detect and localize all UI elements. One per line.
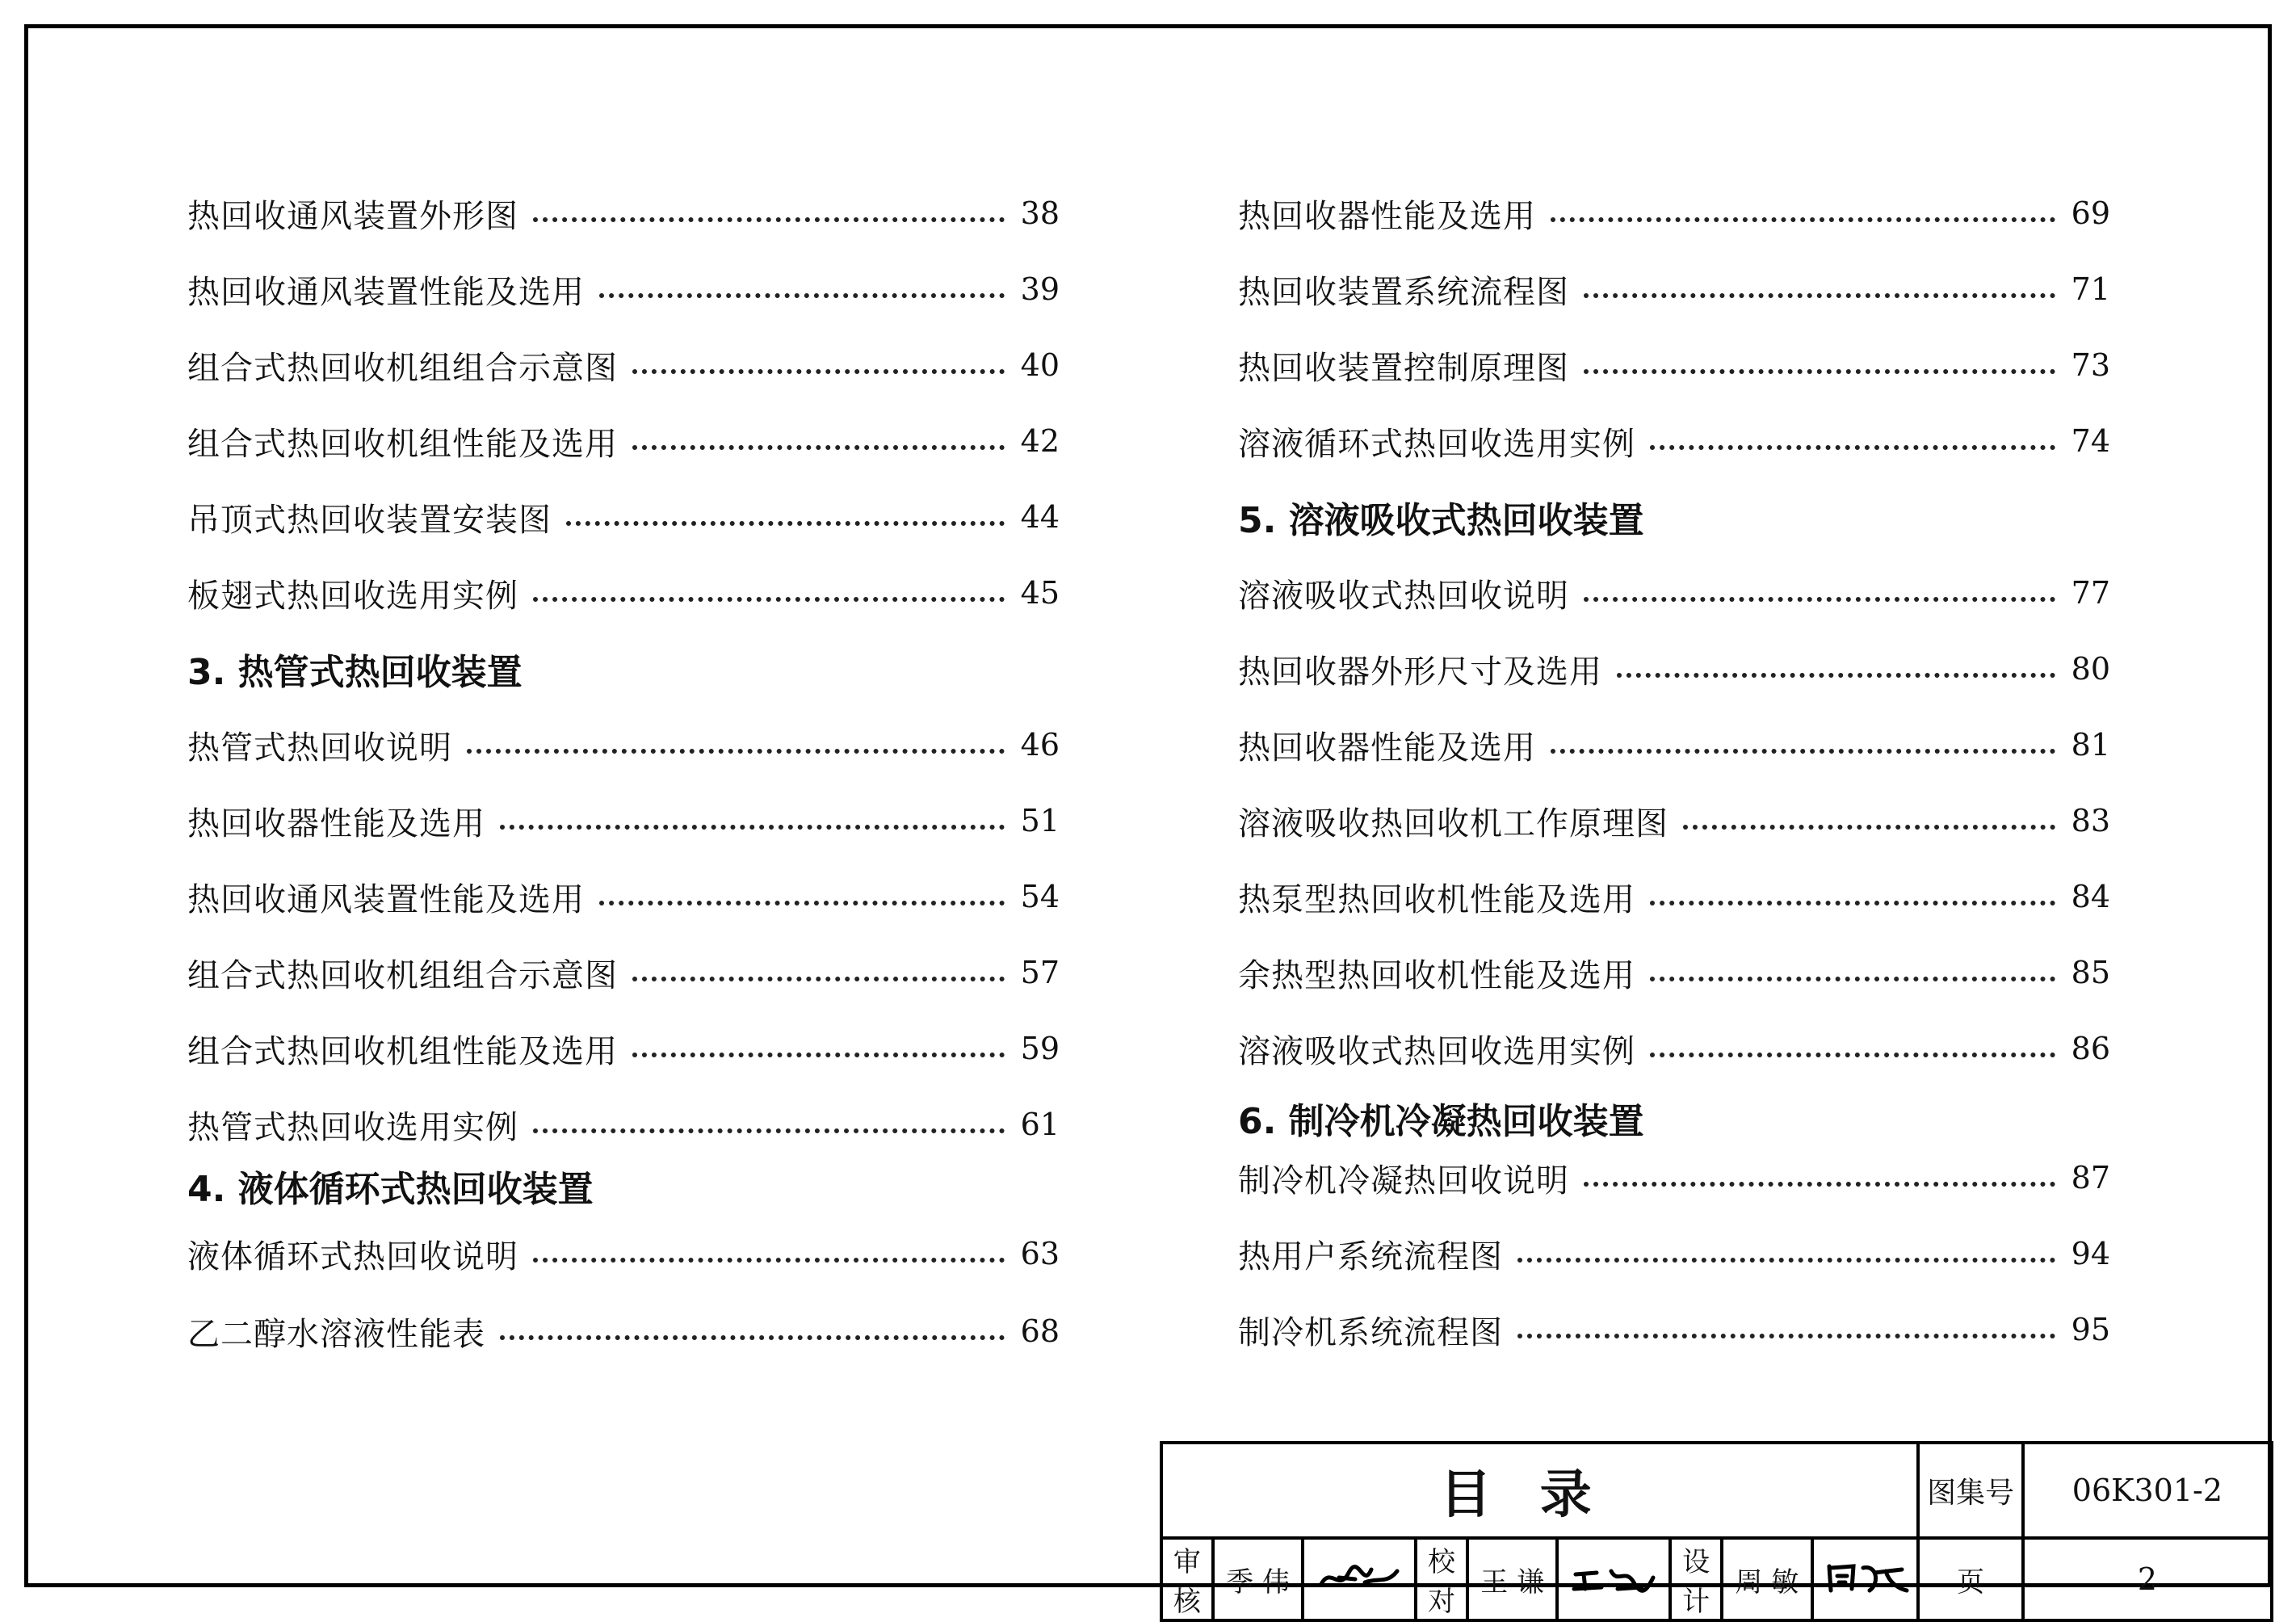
toc-entry-page: 87 (2071, 1160, 2110, 1195)
dot-leader (1650, 901, 2055, 906)
toc-entry[interactable] (1238, 950, 2110, 995)
toc-entry-title: 溶液吸收热回收机工作原理图 (1238, 805, 1668, 843)
toc-entry-page: 86 (2071, 1031, 2110, 1066)
toc-entry-page: 84 (2071, 879, 2110, 914)
page-number: 2 (2023, 1538, 2272, 1620)
dot-leader (533, 597, 1005, 602)
toc-entry-title: 组合式热回收机组组合示意图 (187, 956, 618, 994)
dot-leader (632, 977, 1005, 981)
toc-entry-title: 热回收器性能及选用 (187, 805, 485, 843)
toc-entry-page: 80 (2071, 651, 2110, 687)
toc-entry[interactable] (187, 950, 1060, 995)
dot-leader (1584, 1182, 2055, 1187)
dot-leader (1551, 749, 2055, 754)
checker-signature (1557, 1538, 1670, 1620)
toc-entry-title: 热管式热回收选用实例 (187, 1108, 518, 1146)
dot-leader (599, 901, 1005, 906)
designer-signature (1812, 1538, 1919, 1620)
dot-leader (632, 445, 1005, 450)
dot-leader (1650, 445, 2055, 450)
toc-entry[interactable] (187, 1231, 1060, 1276)
toc-entry-page: 73 (2071, 347, 2110, 383)
toc-entry[interactable] (187, 1309, 1060, 1354)
toc-entry[interactable] (1238, 1307, 2110, 1352)
dot-leader (467, 749, 1005, 754)
toc-entry-title: 热回收通风装置性能及选用 (187, 273, 585, 311)
toc-entry[interactable] (1238, 798, 2110, 843)
toc-entry-page: 74 (2071, 423, 2110, 459)
toc-entry[interactable] (187, 267, 1060, 312)
toc-entry-title: 组合式热回收机组性能及选用 (187, 1032, 618, 1070)
toc-entry[interactable] (187, 874, 1060, 919)
toc-entry-page: 46 (1020, 727, 1060, 763)
dot-leader (1650, 1053, 2055, 1057)
toc-entry-page: 40 (1020, 347, 1060, 383)
toc-entry[interactable] (187, 570, 1060, 616)
toc-entry-page: 68 (1020, 1313, 1060, 1349)
toc-entry[interactable] (1238, 342, 2110, 388)
toc-entry-title: 溶液吸收式热回收说明 (1238, 577, 1569, 615)
toc-entry-page: 95 (2071, 1312, 2110, 1347)
toc-entry-page: 61 (1020, 1107, 1060, 1142)
checker-name: 王 谦 (1467, 1538, 1558, 1620)
toc-entry-title: 制冷机系统流程图 (1238, 1313, 1503, 1351)
toc-entry[interactable] (1238, 267, 2110, 312)
toc-entry-title: 吊顶式热回收装置安装图 (187, 501, 552, 539)
dot-leader (533, 1258, 1005, 1263)
reviewer-signature (1303, 1538, 1416, 1620)
check-label: 校对 (1416, 1538, 1467, 1620)
toc-entry[interactable] (1238, 722, 2110, 767)
review-label: 审核 (1161, 1538, 1213, 1620)
toc-entry-title: 热回收通风装置性能及选用 (187, 880, 585, 918)
dot-leader (533, 1128, 1005, 1133)
toc-entry-page: 51 (1020, 803, 1060, 838)
toc-entry[interactable] (187, 494, 1060, 540)
dot-leader (1617, 673, 2055, 678)
toc-entry[interactable] (1238, 874, 2110, 919)
toc-entry-page: 81 (2071, 727, 2110, 763)
toc-entry-title: 溶液循环式热回收选用实例 (1238, 425, 1635, 463)
dot-leader (632, 1053, 1005, 1057)
toc-entry-title: 乙二醇水溶液性能表 (187, 1315, 485, 1353)
toc-entry-title: 热泵型热回收机性能及选用 (1238, 880, 1635, 918)
section-heading: 3. 热管式热回收装置 (187, 652, 523, 693)
signature-icon (1315, 1560, 1404, 1595)
toc-entry-page: 94 (2071, 1236, 2110, 1271)
toc-entry-page: 63 (1020, 1236, 1060, 1271)
toc-entry-page: 39 (1020, 271, 1060, 307)
toc-entry-title: 液体循环式热回收说明 (187, 1238, 518, 1275)
toc-entry[interactable] (1238, 646, 2110, 691)
dot-leader (1584, 293, 2055, 298)
toc-entry-page: 59 (1020, 1031, 1060, 1066)
toc-entry-page: 85 (2071, 955, 2110, 990)
dot-leader (1584, 597, 2055, 602)
dot-leader (500, 825, 1005, 830)
page-label: 页 (1918, 1538, 2022, 1620)
toc-entry-title: 热回收器外形尺寸及选用 (1238, 653, 1602, 691)
dot-leader (1551, 217, 2055, 222)
designer-name: 周 敏 (1722, 1538, 1812, 1620)
toc-entry-page: 57 (1020, 955, 1060, 990)
toc-entry-title: 热回收器性能及选用 (1238, 197, 1536, 235)
atlas-number: 06K301-2 (2023, 1443, 2272, 1538)
signature-icon (1569, 1560, 1658, 1595)
toc-entry-title: 热管式热回收说明 (187, 729, 452, 767)
dot-leader (1517, 1334, 2055, 1338)
toc-entry[interactable] (187, 1102, 1060, 1147)
toc-entry[interactable] (1238, 191, 2110, 236)
dot-leader (1517, 1258, 2055, 1263)
dot-leader (1584, 369, 2055, 374)
toc-entry-title: 热回收装置系统流程图 (1238, 273, 1569, 311)
reviewer-name: 季 伟 (1213, 1538, 1303, 1620)
dot-leader (500, 1335, 1005, 1340)
section-heading: 5. 溶液吸收式热回收装置 (1238, 500, 1644, 541)
dot-leader (566, 521, 1005, 526)
toc-entry[interactable] (1238, 1026, 2110, 1071)
toc-entry-title: 组合式热回收机组组合示意图 (187, 349, 618, 387)
toc-entry-page: 54 (1020, 879, 1060, 914)
dot-leader (1650, 977, 2055, 981)
toc-entry-page: 38 (1020, 195, 1060, 231)
sheet-title: 目录 (1161, 1443, 1918, 1538)
toc-entry-title: 热回收器性能及选用 (1238, 729, 1536, 767)
section-heading: 6. 制冷机冷凝热回收装置 (1238, 1101, 1644, 1142)
dot-leader (632, 369, 1005, 374)
toc-entry-page: 77 (2071, 575, 2110, 611)
toc-entry-title: 溶液吸收式热回收选用实例 (1238, 1032, 1635, 1070)
toc-entry-page: 44 (1020, 499, 1060, 535)
dot-leader (1683, 825, 2055, 830)
signature-icon (1821, 1560, 1910, 1595)
toc-entry-page: 42 (1020, 423, 1060, 459)
toc-entry[interactable] (187, 191, 1060, 236)
design-label: 设计 (1670, 1538, 1722, 1620)
toc-entry-page: 71 (2071, 271, 2110, 307)
toc-entry-title: 板翅式热回收选用实例 (187, 577, 518, 615)
toc-entry[interactable] (187, 418, 1060, 464)
toc-entry-title: 制冷机冷凝热回收说明 (1238, 1162, 1569, 1200)
toc-entry[interactable] (1238, 1155, 2110, 1200)
toc-entry[interactable] (1238, 418, 2110, 464)
toc-entry-title: 组合式热回收机组性能及选用 (187, 425, 618, 463)
toc-entry-page: 45 (1020, 575, 1060, 611)
toc-entry[interactable] (187, 798, 1060, 843)
toc-entry-title: 热用户系统流程图 (1238, 1238, 1503, 1275)
toc-entry-page: 83 (2071, 803, 2110, 838)
toc-entry[interactable] (187, 722, 1060, 767)
section-heading: 4. 液体循环式热回收装置 (187, 1169, 594, 1210)
toc-entry-title: 热回收通风装置外形图 (187, 197, 518, 235)
title-block (1160, 1441, 2273, 1622)
toc-entry-title: 热回收装置控制原理图 (1238, 349, 1569, 387)
toc-entry[interactable] (1238, 1231, 2110, 1276)
toc-entry[interactable] (187, 1026, 1060, 1071)
toc-entry[interactable] (187, 342, 1060, 388)
toc-entry[interactable] (1238, 570, 2110, 616)
toc-entry-title: 余热型热回收机性能及选用 (1238, 956, 1635, 994)
dot-leader (599, 293, 1005, 298)
dot-leader (533, 217, 1005, 222)
atlas-number-label: 图集号 (1918, 1443, 2022, 1538)
toc-entry-page: 69 (2071, 195, 2110, 231)
